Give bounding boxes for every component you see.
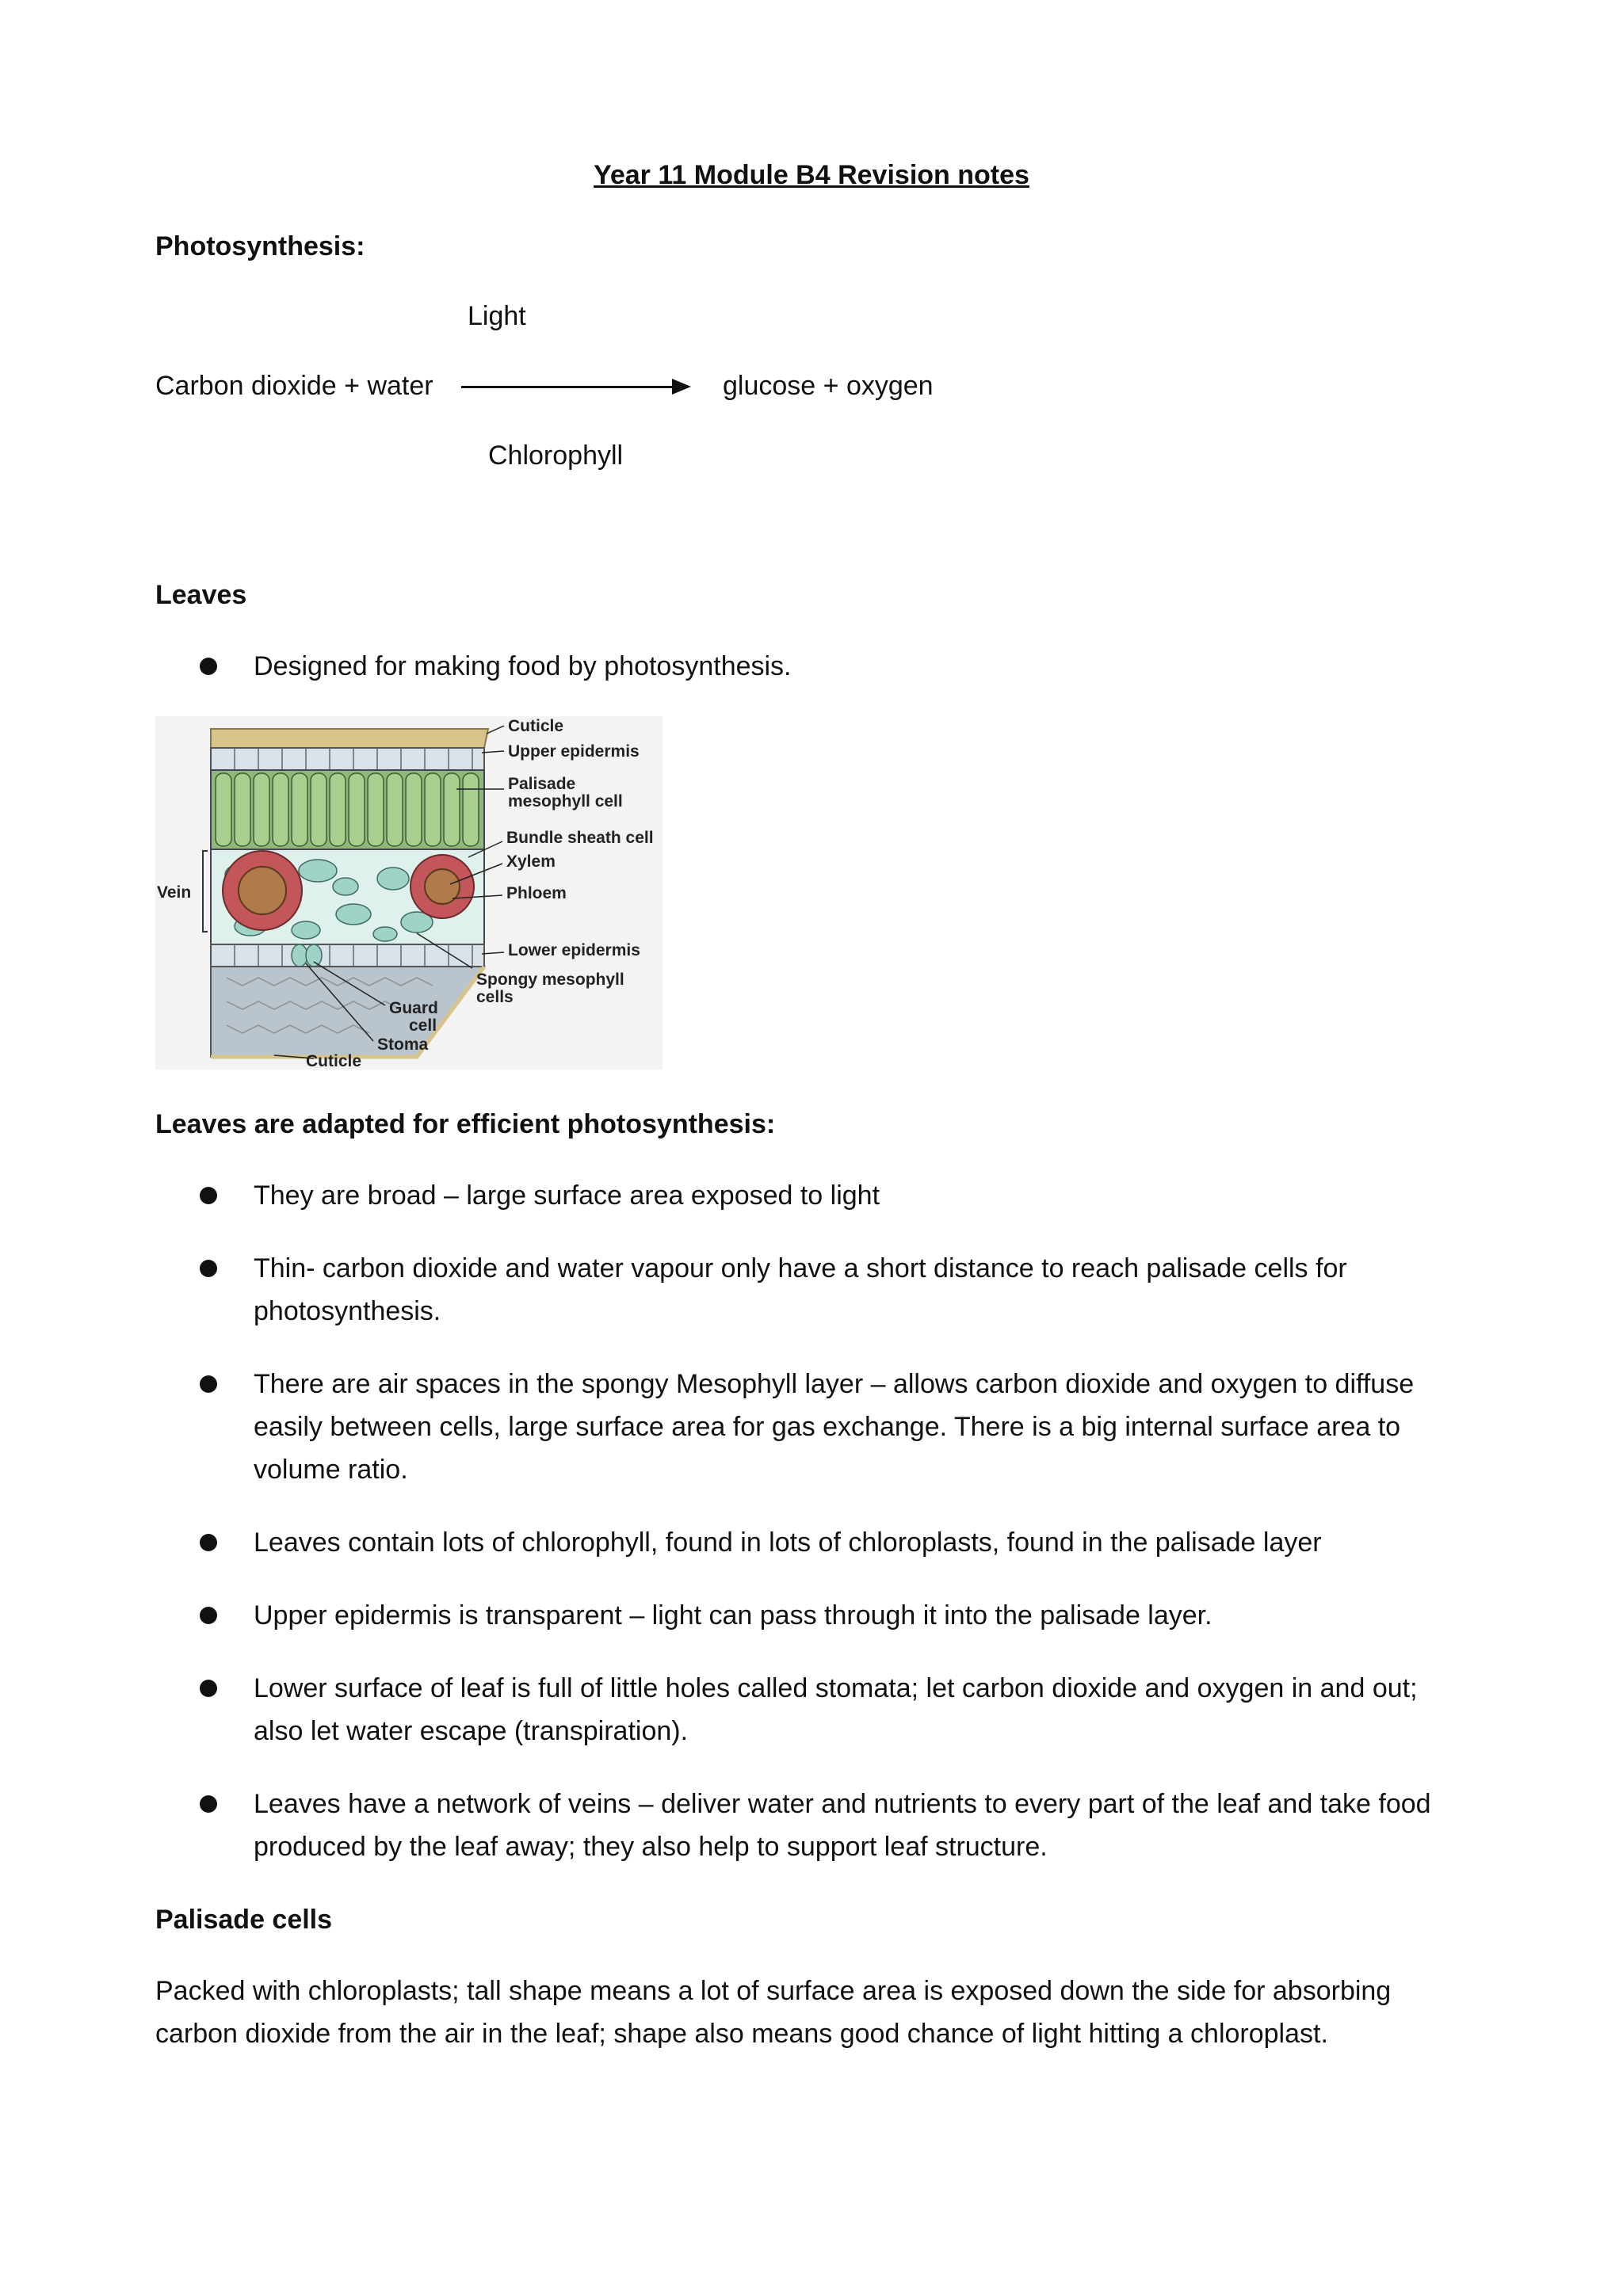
label-cuticle-bottom: Cuticle xyxy=(306,1052,362,1070)
label-spongy-2: cells xyxy=(476,988,514,1006)
condition-chlorophyll: Chlorophyll xyxy=(488,441,624,471)
label-bundle-sheath: Bundle sheath cell xyxy=(506,829,654,847)
label-spongy-1: Spongy mesophyll xyxy=(476,971,624,989)
bullet-point xyxy=(200,1187,217,1204)
adaptation-line: Thin- carbon dioxide and water vapour only have a short distance to reach palisade cells for xyxy=(254,1253,1347,1283)
xylem-left xyxy=(239,867,286,914)
page-title: Year 11 Module B4 Revision notes xyxy=(594,160,1029,190)
reactants: Carbon dioxide + water xyxy=(155,371,433,401)
label-stoma: Stoma xyxy=(377,1035,429,1054)
leaves-heading: Leaves xyxy=(155,580,247,610)
label-vein: Vein xyxy=(157,883,192,902)
adaptation-item-2 xyxy=(254,1247,1490,1333)
adaptation-item-7 xyxy=(254,1783,1490,1868)
adaptation-line: Leaves have a network of veins – deliver water and nutrients to every part of the leaf and take food xyxy=(254,1789,1431,1819)
upper-epidermis-layer xyxy=(211,748,484,770)
vein-bracket xyxy=(203,851,208,932)
label-xylem: Xylem xyxy=(506,852,556,871)
bullet-point xyxy=(200,1680,217,1697)
bullet-point xyxy=(200,658,217,675)
cuticle-surface xyxy=(211,729,488,748)
bullet-point xyxy=(200,1375,217,1393)
label-upper-epidermis: Upper epidermis xyxy=(508,742,640,761)
guard-cell-left xyxy=(292,944,307,967)
adaptation-item-6 xyxy=(254,1667,1490,1753)
adaptations-heading: Leaves are adapted for efficient photosynthesis: xyxy=(155,1109,776,1139)
paragraph-line: Packed with chloroplasts; tall shape means a lot of surface area is exposed down the side for absorbing xyxy=(155,1976,1392,2006)
leaf-diagram-svg xyxy=(155,716,663,1070)
adaptation-item-4 xyxy=(254,1521,1490,1564)
photosynthesis-heading: Photosynthesis: xyxy=(155,231,365,261)
adaptation-item-5 xyxy=(254,1594,1490,1637)
adaptation-line: They are broad – large surface area exposed to light xyxy=(254,1180,880,1211)
reaction-arrow-line xyxy=(461,386,675,388)
adaptation-line: Leaves contain lots of chlorophyll, found in lots of chloroplasts, found in the palisade layer xyxy=(254,1527,1322,1558)
palisade-heading: Palisade cells xyxy=(155,1905,333,1935)
adaptation-line: easily between cells, large surface area for gas exchange. There is a big internal surface area to xyxy=(254,1412,1401,1442)
bullet-point xyxy=(200,1607,217,1624)
label-guard-2: cell xyxy=(409,1016,437,1035)
bullet-point xyxy=(200,1534,217,1551)
label-palisade-1: Palisade xyxy=(508,775,576,793)
label-lower-epidermis: Lower epidermis xyxy=(508,941,640,959)
condition-light: Light xyxy=(468,301,526,331)
adaptation-item-1 xyxy=(254,1174,1490,1217)
label-palisade-2: mesophyll cell xyxy=(508,792,623,810)
products: glucose + oxygen xyxy=(723,371,934,401)
adaptation-line: photosynthesis. xyxy=(254,1296,441,1326)
guard-cell-right xyxy=(306,944,322,967)
leaf-cross-section-diagram xyxy=(155,716,663,1070)
leaves-bullet-text: Designed for making food by photosynthesis. xyxy=(254,651,792,681)
adaptation-line: also let water escape (transpiration). xyxy=(254,1716,689,1746)
label-phloem: Phloem xyxy=(506,884,567,902)
adaptation-line: Lower surface of leaf is full of little holes called stomata; let carbon dioxide and oxygen in and out; xyxy=(254,1673,1418,1703)
adaptation-item-3 xyxy=(254,1363,1490,1491)
lower-epidermis-layer xyxy=(211,944,484,967)
palisade-paragraph xyxy=(155,1970,1503,2055)
adaptation-line: There are air spaces in the spongy Mesophyll layer – allows carbon dioxide and oxygen to diffuse xyxy=(254,1369,1415,1399)
label-cuticle-top: Cuticle xyxy=(508,717,564,735)
bullet-point xyxy=(200,1795,217,1813)
adaptation-line: Upper epidermis is transparent – light can pass through it into the palisade layer. xyxy=(254,1600,1212,1630)
paragraph-line: carbon dioxide from the air in the leaf; shape also means good chance of light hitting a chloroplast. xyxy=(155,2019,1328,2049)
reaction-arrow-head xyxy=(672,379,691,395)
label-guard-1: Guard xyxy=(389,999,438,1017)
adaptation-line: produced by the leaf away; they also help to support leaf structure. xyxy=(254,1832,1048,1862)
adaptation-line: volume ratio. xyxy=(254,1455,408,1485)
bullet-point xyxy=(200,1260,217,1277)
